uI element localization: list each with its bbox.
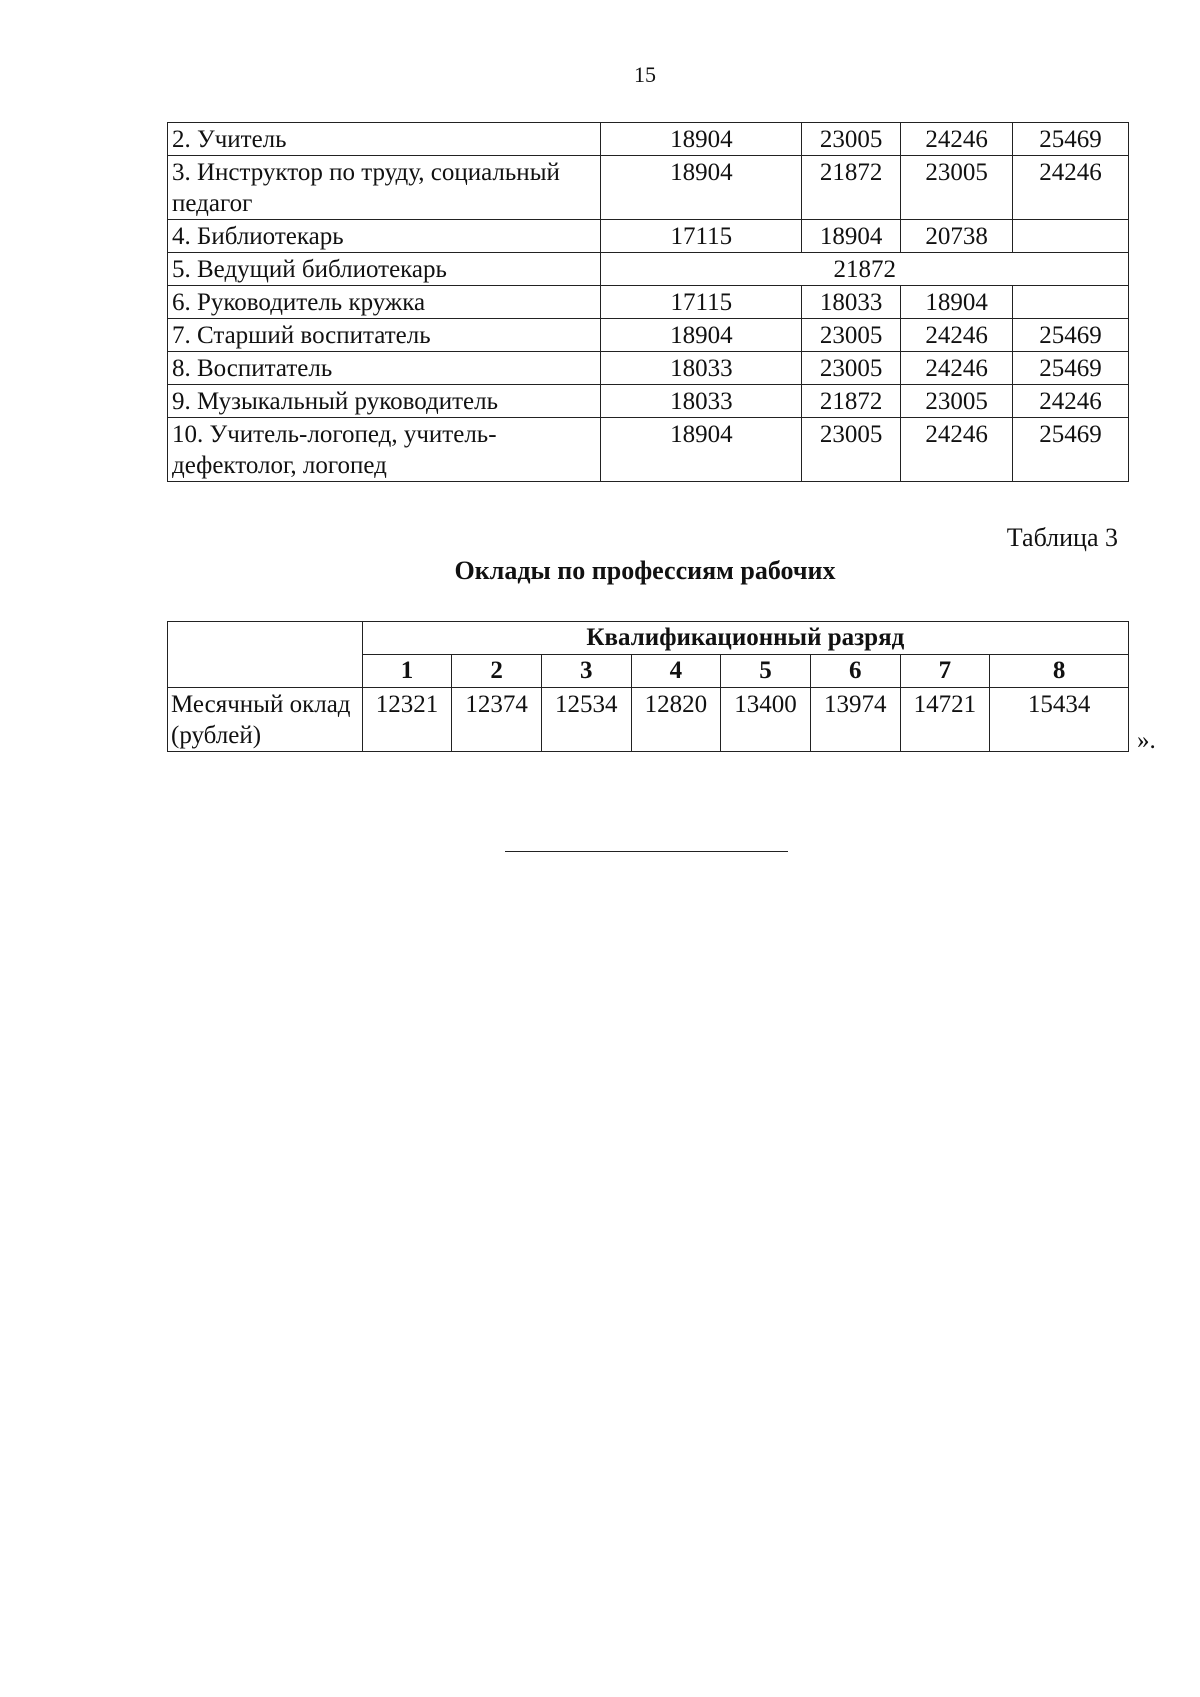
- table-row: [168, 319, 1129, 352]
- salary-value: 23005: [802, 319, 901, 352]
- position-name: 9. Музыкальный руководитель: [168, 385, 601, 418]
- position-name: 7. Старший воспитатель: [168, 319, 601, 352]
- salary-value: 17115: [601, 220, 802, 253]
- salary-value: 18033: [601, 352, 802, 385]
- table-caption: Таблица 3: [1006, 523, 1118, 552]
- grade-header: 3: [541, 655, 631, 688]
- footer-rule: [505, 851, 788, 852]
- grade-header: 7: [900, 655, 990, 688]
- salary-value: 13400: [721, 688, 811, 752]
- table-header-row: [168, 622, 1129, 655]
- salary-value: 18904: [601, 319, 802, 352]
- salary-value: 18033: [802, 286, 901, 319]
- salary-value: 18904: [601, 418, 802, 482]
- position-name: 8. Воспитатель: [168, 352, 601, 385]
- table-row: [168, 123, 1129, 156]
- grade-header: 1: [362, 655, 452, 688]
- salary-value: 13974: [810, 688, 900, 752]
- position-name: 10. Учитель-логопед, учитель-дефектолог, логопед: [168, 418, 601, 482]
- table-row: [168, 418, 1129, 482]
- salary-value: 18033: [601, 385, 802, 418]
- salary-value: 18904: [601, 123, 802, 156]
- salary-value: 24246: [901, 123, 1013, 156]
- salary-value: 25469: [1013, 418, 1129, 482]
- salary-value: 24246: [901, 319, 1013, 352]
- salary-value: 18904: [901, 286, 1013, 319]
- table-row: [168, 253, 1129, 286]
- salary-value: 12321: [362, 688, 452, 752]
- table-row: [168, 220, 1129, 253]
- salary-value: 23005: [802, 352, 901, 385]
- salary-value: [1013, 220, 1129, 253]
- salary-value: 23005: [802, 418, 901, 482]
- table-row: [168, 385, 1129, 418]
- salary-value: 24246: [1013, 156, 1129, 220]
- salary-value: 21872: [802, 385, 901, 418]
- salary-value: 17115: [601, 286, 802, 319]
- salary-value: 24246: [1013, 385, 1129, 418]
- salary-value-merged: 21872: [601, 253, 1129, 286]
- salary-value: 14721: [900, 688, 990, 752]
- row-label: Месячный оклад (рублей): [168, 688, 363, 752]
- salary-value: 24246: [901, 418, 1013, 482]
- grade-header: 4: [631, 655, 721, 688]
- closing-quote: ».: [1137, 727, 1156, 754]
- table-row: [168, 286, 1129, 319]
- salary-value: 20738: [901, 220, 1013, 253]
- salary-value: 25469: [1013, 319, 1129, 352]
- position-name: 5. Ведущий библиотекарь: [168, 253, 601, 286]
- salary-value: 15434: [990, 688, 1129, 752]
- table-title: Оклады по профессиям рабочих: [454, 556, 836, 585]
- grade-header: 8: [990, 655, 1129, 688]
- grade-header: 2: [452, 655, 542, 688]
- salary-value: 12820: [631, 688, 721, 752]
- salary-value: 23005: [802, 123, 901, 156]
- empty-corner-cell: [168, 622, 363, 688]
- position-name: 3. Инструктор по труду, социальный педагог: [168, 156, 601, 220]
- grade-header: 5: [721, 655, 811, 688]
- table-row: [168, 156, 1129, 220]
- salary-value: [1013, 286, 1129, 319]
- page-number: 15: [634, 62, 656, 87]
- group-header: Квалификационный разряд: [362, 622, 1128, 655]
- table-row: [168, 688, 1129, 752]
- workers-salary-table: [167, 621, 1129, 752]
- salary-value: 12534: [541, 688, 631, 752]
- position-name: 4. Библиотекарь: [168, 220, 601, 253]
- salary-value: 21872: [802, 156, 901, 220]
- table-row: [168, 352, 1129, 385]
- salary-value: 23005: [901, 385, 1013, 418]
- salary-value: 24246: [901, 352, 1013, 385]
- grade-header: 6: [810, 655, 900, 688]
- salary-table: [167, 122, 1129, 482]
- salary-value: 23005: [901, 156, 1013, 220]
- salary-value: 25469: [1013, 123, 1129, 156]
- salary-value: 18904: [802, 220, 901, 253]
- salary-value: 18904: [601, 156, 802, 220]
- position-name: 2. Учитель: [168, 123, 601, 156]
- position-name: 6. Руководитель кружка: [168, 286, 601, 319]
- salary-value: 12374: [452, 688, 542, 752]
- salary-value: 25469: [1013, 352, 1129, 385]
